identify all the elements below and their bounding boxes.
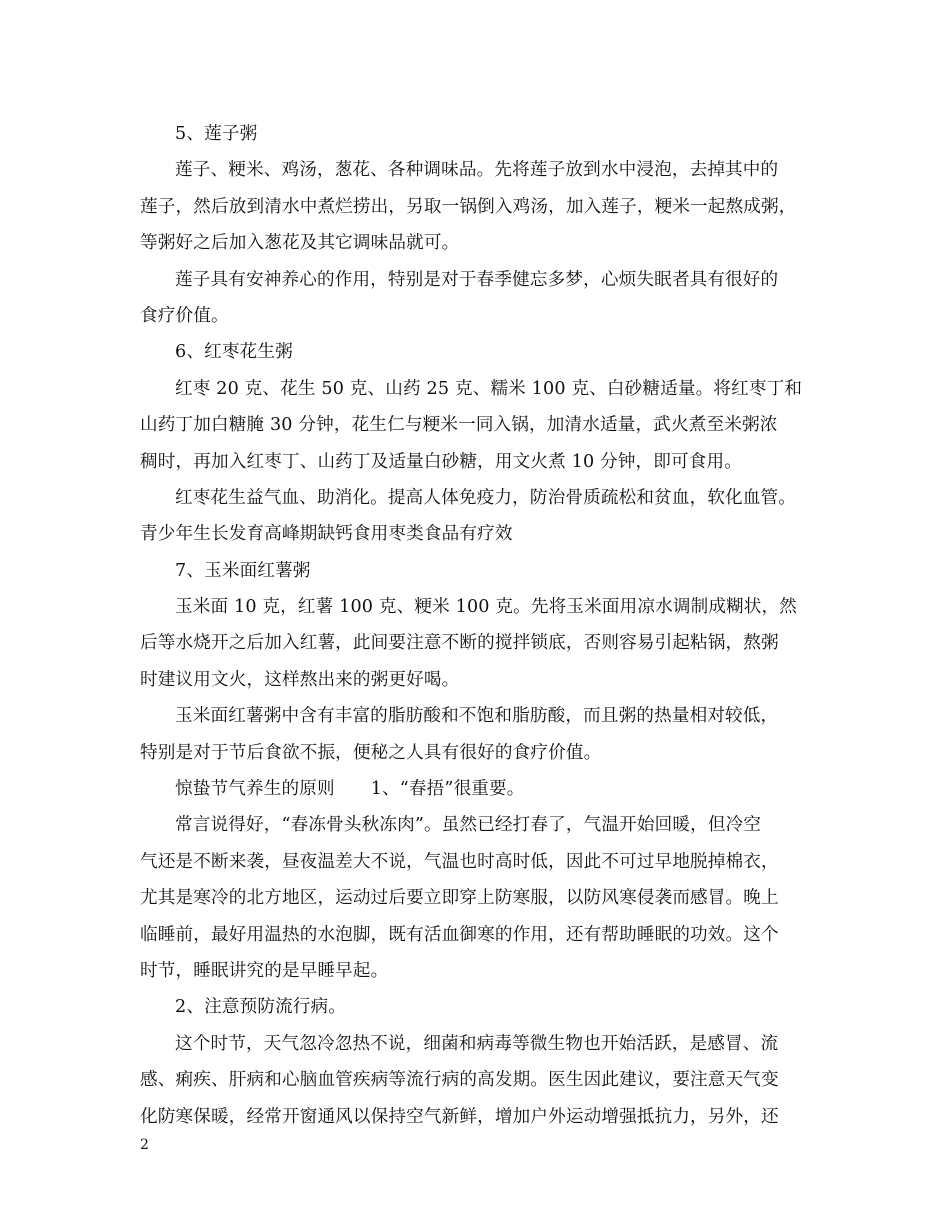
document-body — [140, 116, 816, 1135]
paragraph-line: 后等水烧开之后加入红薯，此间要注意不断的搅拌锁底，否则容易引起粘锅，熬粥 — [140, 633, 779, 654]
paragraph-line: 这个时节，天气忽冷忽热不说，细菌和病毒等微生物也开始活跃，是感冒、流 — [175, 1033, 779, 1054]
paragraph-line: 山药丁加白糖腌 30 分钟，花生仁与粳米一同入锅，加清水适量，武火煮至米粥浓 — [140, 415, 778, 436]
paragraph-line: 常言说得好，“春冻骨头秋冻肉”。虽然已经打春了，气温开始回暖，但冷空 — [175, 815, 762, 836]
paragraph-line: 莲子，然后放到清水中煮烂捞出，另取一锅倒入鸡汤，加入莲子，粳米一起熬成粥， — [140, 196, 797, 217]
heading-subtitle: 1、“春捂”很重要。 — [370, 779, 525, 800]
section-heading: 7、玉米面红薯粥 — [175, 560, 311, 581]
section-heading: 5、莲子粥 — [175, 124, 258, 144]
paragraph-line: 玉米面红薯粥中含有丰富的脂肪酸和不饱和脂肪酸，而且粥的热量相对较低， — [175, 706, 779, 727]
paragraph-line: 稠时，再加入红枣丁、山药丁及适量白砂糖，用文火煮 10 分钟，即可食用。 — [140, 451, 742, 472]
paragraph-line: 临睡前，最好用温热的水泡脚，既有活血御寒的作用，还有帮助睡眠的功效。这个 — [140, 924, 779, 945]
paragraph-line: 尤其是寒冷的北方地区，运动过后要立即穿上防寒服，以防风寒侵袭而感冒。晚上 — [140, 888, 779, 909]
page-number: 2 — [140, 1137, 149, 1153]
heading-title: 惊蛰节气养生的原则 — [175, 779, 335, 800]
paragraph-line: 红枣 20 克、花生 50 克、山药 25 克、糯米 100 克、白砂糖适量。将红枣丁和 — [175, 378, 803, 399]
paragraph-line: 红枣花生益气血、助消化。提高人体免疫力，防治骨质疏松和贫血，软化血管。 — [175, 487, 797, 508]
paragraph-line: 时建议用文火，这样熬出来的粥更好喝。 — [140, 669, 460, 690]
paragraph-line: 特别是对于节后食欲不振，便秘之人具有很好的食疗价值。 — [140, 742, 602, 763]
paragraph-line: 玉米面 10 克，红薯 100 克、粳米 100 克。先将玉米面用凉水调制成糊状，然 — [175, 597, 798, 618]
paragraph-line: 气还是不断来袭，昼夜温差大不说，气温也时高时低，因此不可过早地脱掉棉衣， — [140, 851, 779, 872]
section-heading: 6、红枣花生粥 — [175, 342, 293, 363]
section-heading: 2、注意预防流行病。 — [175, 997, 347, 1018]
section-heading — [140, 771, 816, 807]
paragraph-line: 感、痢疾、肝病和心脑血管疾病等流行病的高发期。医生因此建议，要注意天气变 — [140, 1070, 779, 1091]
paragraph-line: 时节，睡眠讲究的是早睡早起。 — [140, 960, 389, 981]
paragraph-line: 莲子、粳米、鸡汤，葱花、各种调味品。先将莲子放到水中浸泡，去掉其中的 — [175, 160, 779, 181]
paragraph-line: 化防寒保暖，经常开窗通风以保持空气新鲜，增加户外运动增强抵抗力，另外，还 — [140, 1106, 779, 1127]
paragraph-line: 食疗价值。 — [140, 305, 229, 326]
paragraph-line: 等粥好之后加入葱花及其它调味品就可。 — [140, 233, 460, 254]
paragraph-line: 莲子具有安神养心的作用，特别是对于春季健忘多梦，心烦失眠者具有很好的 — [175, 269, 779, 290]
paragraph-line: 青少年生长发育高峰期缺钙食用枣类食品有疗效 — [140, 524, 513, 545]
